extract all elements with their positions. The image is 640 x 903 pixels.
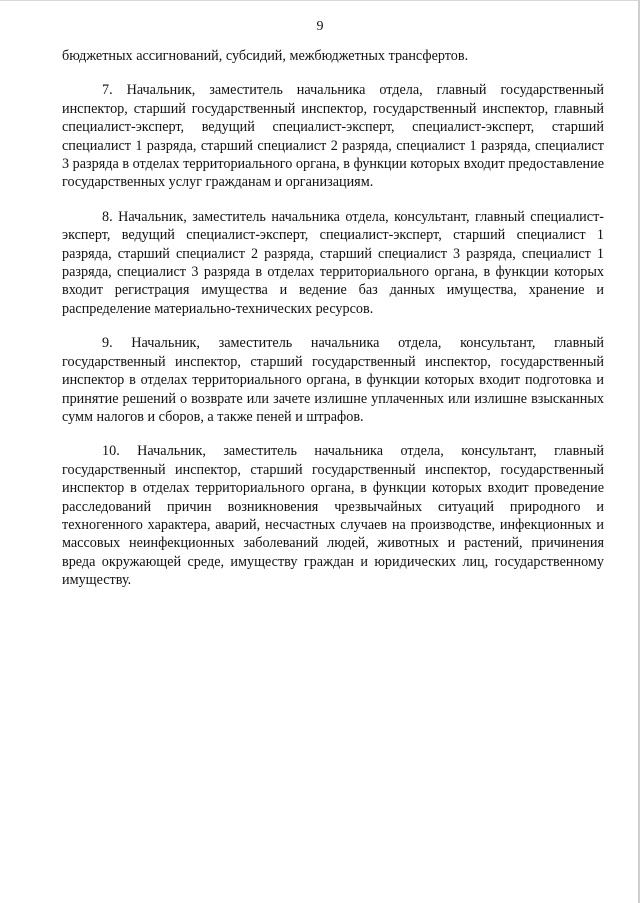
paragraph-item-10: 10. Начальник, заместитель начальника отдела, консультант, главный государственный инспектор, старший государственный инспектор, государственный инспектор в отделах территориального органа, в функции которых входит проведение расследований причин возникновения чрезвычайных ситуаций природного и техногенного характера, аварий, несчастных случаев на производстве, инфекционных и массовых неинфекционных заболеваний людей, животных и растений, причинения вреда окружающей среде, имуществу граждан и юридических лиц, государственному имуществу. (62, 443, 604, 589)
paragraph-item-9: 9. Начальник, заместитель начальника отдела, консультант, главный государственный инспектор, старший государственный инспектор, государственный инспектор в отделах территориального органа, в функции которых входит подготовка и принятие решений о возврате или зачете излишне уплаченных или излишне взысканных сумм налогов и сборов, а также пеней и штрафов. (62, 335, 604, 425)
document-body (62, 47, 604, 606)
paragraph-continuation: бюджетных ассигнований, субсидий, межбюджетных трансфертов. (62, 48, 469, 64)
page-number: 9 (316, 19, 324, 34)
paragraph-item-8: 8. Начальник, заместитель начальника отдела, консультант, главный специалист-эксперт, ведущий специалист-эксперт, специалист-эксперт, старший специалист 1 разряда, старший специалист 2 разряда, старший специалист 3 разряда, специалист 1 разряда, специалист 3 разряда в отделах территориального органа, в функции которых входит регистрация имущества и ведение баз данных имущества, хранение и распределение материально-технических ресурсов. (62, 208, 604, 317)
paragraph-item-7: 7. Начальник, заместитель начальника отдела, главный государственный инспектор, старший государственный инспектор, государственный инспектор, главный специалист-эксперт, ведущий специалист-эксперт, специалист-эксперт, старший специалист 1 разряда, старший специалист 2 разряда, специалист 1 разряда, специалист 3 разряда в отделах территориального органа, в функции которых входит предоставление государственных услуг гражданам и организациям. (62, 82, 604, 191)
